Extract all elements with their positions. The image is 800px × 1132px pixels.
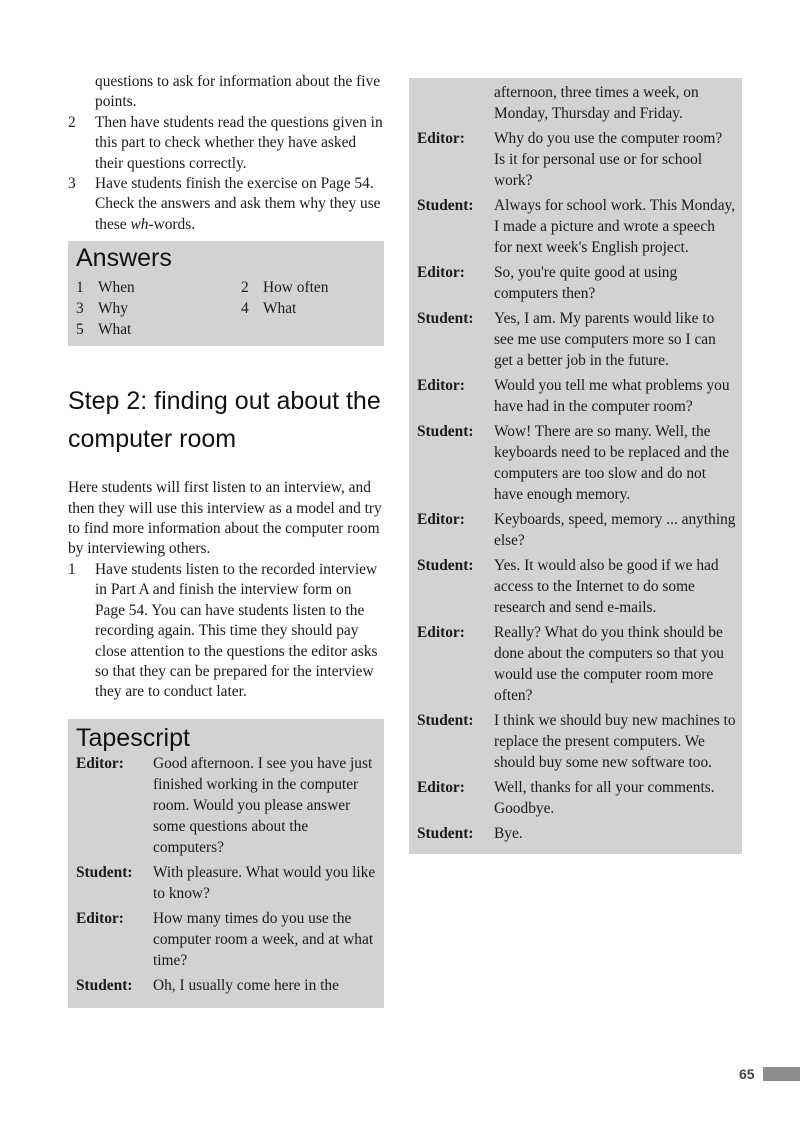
dialogue-row <box>417 622 736 706</box>
dialogue-row <box>76 753 378 858</box>
page-number: 65 <box>739 1066 755 1082</box>
page-number-bar <box>763 1067 800 1081</box>
dialogue-line: Really? What do you think should be done about the computers so that you would use the computer room more often? <box>494 624 724 704</box>
dialogue-line: Oh, I usually come here in the <box>153 976 339 994</box>
speaker-label: Student: <box>417 310 474 327</box>
answers-title: Answers <box>76 244 172 273</box>
dialogue-line: Good afternoon. I see you have just finished working in the computer room. Would you please answer some questions about the computers? <box>153 754 373 856</box>
dialogue-line: Would you tell me what problems you have had in the computer room? <box>494 377 730 415</box>
list-item <box>68 113 384 174</box>
list-item <box>68 560 384 703</box>
list-item <box>68 174 384 235</box>
dialogue-line: I think we should buy new machines to replace the present computers. We should buy some new software too. <box>494 712 736 771</box>
dialogue-row <box>417 777 736 819</box>
dialogue-row <box>76 862 378 904</box>
dialogue-row <box>417 421 736 505</box>
dialogue-line: Why do you use the computer room? Is it for personal use or for school work? <box>494 130 723 189</box>
answer-item: 1 When <box>76 279 135 297</box>
speaker-label: Editor: <box>417 624 465 641</box>
list-number: 1 <box>68 560 76 578</box>
speaker-label: Editor: <box>417 377 465 394</box>
dialogue-row <box>417 823 736 844</box>
speaker-label: Editor: <box>76 909 124 927</box>
dialogue-row <box>417 555 736 618</box>
speaker-label: Student: <box>417 197 474 214</box>
dialogue-row <box>76 975 378 996</box>
answer-item: 3 Why <box>76 300 128 318</box>
step-heading: Step 2: finding out about the computer room <box>68 387 381 454</box>
tapescript-lines <box>76 753 378 996</box>
tapescript-lines <box>417 128 736 844</box>
answer-item: 4 What <box>241 300 297 318</box>
dialogue-line: With pleasure. What would you like to know? <box>153 863 376 902</box>
dialogue-row <box>417 375 736 417</box>
answers-box <box>68 241 384 346</box>
dialogue-line: Bye. <box>494 825 523 842</box>
answer-item: 2 How often <box>241 279 329 297</box>
intro-continuation: questions to ask for information about the five points. <box>95 73 381 111</box>
speaker-label: Student: <box>76 976 133 994</box>
dialogue-row <box>417 710 736 773</box>
dialogue-row <box>417 82 736 124</box>
list-number: 2 <box>68 113 76 131</box>
dialogue-line: So, you're quite good at using computers then? <box>494 264 678 302</box>
dialogue-line: Wow! There are so many. Well, the keyboards need to be replaced and the computers are too slow and do not have enough memory. <box>494 423 730 503</box>
left-column <box>68 72 384 1008</box>
dialogue-line: Yes, I am. My parents would like to see me use computers more so I can get a better job in the future. <box>494 310 716 369</box>
dialogue-row <box>76 908 378 971</box>
speaker-label: Editor: <box>417 511 465 528</box>
speaker-label: Editor: <box>76 754 124 772</box>
answers-grid <box>76 277 374 340</box>
step-paragraph: Here students will first listen to an interview, and then they will use this interview as a model and try to find more information about the computer room by interviewing others. <box>68 479 382 558</box>
tapescript-continued-box <box>409 78 742 854</box>
dialogue-line: afternoon, three times a week, on Monday, Thursday and Friday. <box>494 84 699 122</box>
dialogue-line: Well, thanks for all your comments. Goodbye. <box>494 779 715 817</box>
speaker-label: Student: <box>76 863 133 881</box>
dialogue-row <box>417 509 736 551</box>
speaker-label: Student: <box>417 712 474 729</box>
tapescript-title: Tapescript <box>76 723 190 752</box>
tapescript-box <box>68 719 384 1008</box>
dialogue-line: Keyboards, speed, memory ... anything else? <box>494 511 736 549</box>
dialogue-row <box>417 195 736 258</box>
speaker-label: Editor: <box>417 264 465 281</box>
dialogue-line: Always for school work. This Monday, I made a picture and wrote a speech for next week's English project. <box>494 197 736 256</box>
speaker-label: Student: <box>417 423 474 440</box>
answer-item: 5 What <box>76 321 132 339</box>
list-text: Have students finish the exercise on Page 54. Check the answers and ask them why they use these wh-words. <box>95 175 381 233</box>
dialogue-line: Yes. It would also be good if we had access to the Internet to do some research and send e-mails. <box>494 557 719 616</box>
dialogue-row <box>417 308 736 371</box>
speaker-label: Editor: <box>417 130 465 147</box>
dialogue-row <box>417 262 736 304</box>
wh-emphasis: wh <box>130 215 149 233</box>
list-text: Then have students read the questions given in this part to check whether they have asked their questions correctly. <box>95 113 383 172</box>
dialogue-line: How many times do you use the computer room a week, and at what time? <box>153 909 374 969</box>
speaker-label: Student: <box>417 825 474 842</box>
speaker-label: Student: <box>417 557 474 574</box>
list-text: Have students listen to the recorded interview in Part A and finish the interview form on Page 54. You can have students listen to the recording again. This time they should pay close attention to the questions the editor asks so that they can be prepared for the interview they are to conduct later. <box>95 560 378 701</box>
dialogue-row <box>417 128 736 191</box>
list-number: 3 <box>68 175 76 193</box>
speaker-label: Editor: <box>417 779 465 796</box>
